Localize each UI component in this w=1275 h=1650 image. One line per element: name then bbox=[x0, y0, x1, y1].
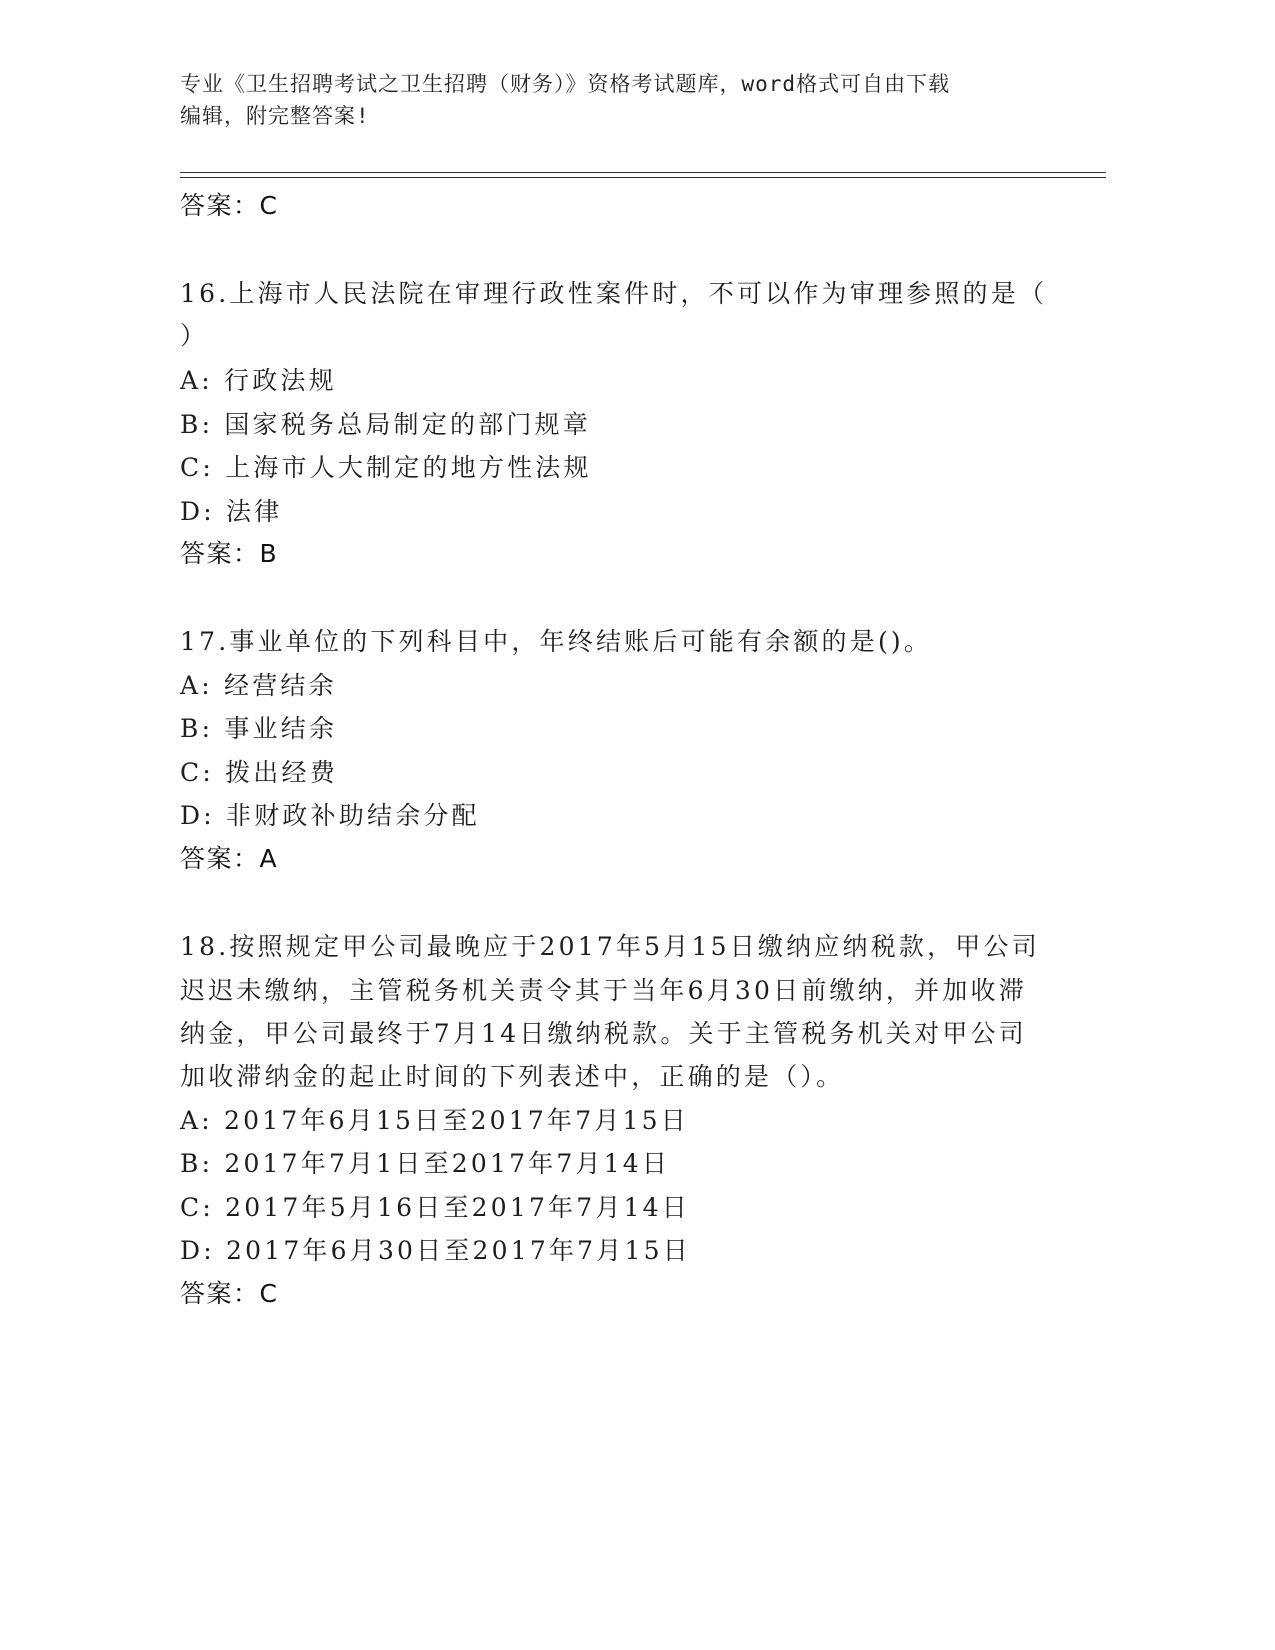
question-16-stem-line-1: 16.上海市人民法院在审理行政性案件时，不可以作为审理参照的是（ bbox=[180, 279, 1048, 308]
question-18-option-a: A: 2017年6月15日至2017年7月15日 bbox=[180, 1106, 689, 1135]
question-16-option-a: A: 行政法规 bbox=[180, 366, 337, 395]
header-rule-top bbox=[180, 172, 1106, 173]
question-18-option-d: D: 2017年6月30日至2017年7月15日 bbox=[180, 1236, 691, 1265]
question-17-option-a: A: 经营结余 bbox=[180, 671, 337, 700]
question-17-stem-line-1: 17.事业单位的下列科目中，年终结账后可能有余额的是()。 bbox=[180, 627, 933, 656]
question-17-answer: 答案：A bbox=[180, 844, 279, 873]
question-16-stem-line-2: ） bbox=[180, 321, 209, 350]
question-17-option-b: B: 事业结余 bbox=[180, 714, 338, 743]
header-line-2: 编辑，附完整答案! bbox=[180, 104, 370, 128]
question-18-option-c: C: 2017年5月16日至2017年7月14日 bbox=[180, 1193, 690, 1222]
header-rule-bottom bbox=[180, 177, 1106, 178]
question-16-option-c: C: 上海市人大制定的地方性法规 bbox=[180, 453, 592, 482]
question-18-answer: 答案：C bbox=[180, 1279, 279, 1308]
question-17-option-d: D: 非财政补助结余分配 bbox=[180, 801, 480, 830]
question-18-option-b: B: 2017年7月1日至2017年7月14日 bbox=[180, 1149, 671, 1178]
question-16-option-d: D: 法律 bbox=[180, 497, 283, 526]
question-18-stem-line-1: 18.按照规定甲公司最晚应于2017年5月15日缴纳应纳税款，甲公司 bbox=[180, 932, 1040, 961]
question-18-stem-line-3: 纳金，甲公司最终于7月14日缴纳税款。关于主管税务机关对甲公司 bbox=[180, 1019, 1027, 1048]
document-header bbox=[180, 68, 1060, 132]
question-18-stem-line-2: 迟迟未缴纳，主管税务机关责令其于当年6月30日前缴纳，并加收滞 bbox=[180, 976, 1027, 1005]
header-line-1: 专业《卫生招聘考试之卫生招聘（财务）》资格考试题库，word格式可自由下载 bbox=[180, 72, 951, 96]
answer-previous: 答案：C bbox=[180, 191, 279, 220]
question-16-option-b: B: 国家税务总局制定的部门规章 bbox=[180, 410, 591, 439]
question-18-stem-line-4: 加收滞纳金的起止时间的下列表述中，正确的是（）。 bbox=[180, 1062, 845, 1091]
question-17-option-c: C: 拨出经费 bbox=[180, 758, 338, 787]
question-16-answer: 答案：B bbox=[180, 539, 279, 568]
